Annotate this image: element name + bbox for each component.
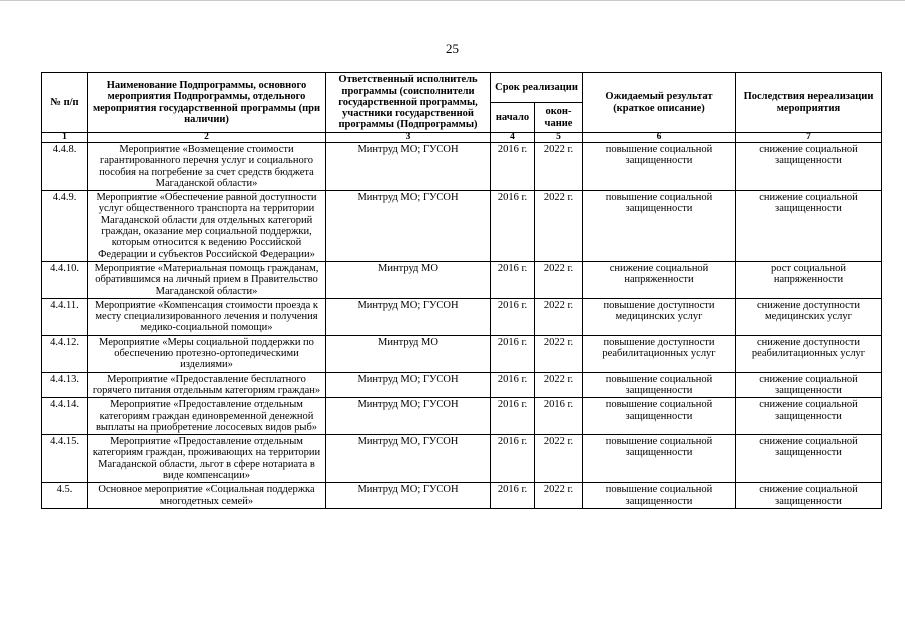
- column-number: 2: [88, 133, 326, 143]
- row-result: повышение социальной защищенности: [583, 435, 736, 483]
- row-end: 2022 г.: [535, 143, 583, 191]
- row-name: Мероприятие «Меры социальной поддержки по обеспечению протезно-ортопедическими изделиями»: [88, 335, 326, 372]
- row-end: 2022 г.: [535, 483, 583, 509]
- row-end: 2022 г.: [535, 335, 583, 372]
- row-start: 2016 г.: [491, 143, 535, 191]
- row-consequences: снижение социальной защищенности: [736, 191, 882, 262]
- row-result: повышение доступности реабилитационных услуг: [583, 335, 736, 372]
- page-number: 25: [446, 41, 459, 56]
- column-number-row: [42, 133, 882, 143]
- row-consequences: снижение социальной защищенности: [736, 143, 882, 191]
- row-result: повышение социальной защищенности: [583, 398, 736, 435]
- row-name: Мероприятие «Компенсация стоимости проезда к месту специализированного лечения и получения медико-социальной помощи»: [88, 298, 326, 335]
- row-start: 2016 г.: [491, 298, 535, 335]
- row-start: 2016 г.: [491, 261, 535, 298]
- row-end: 2022 г.: [535, 261, 583, 298]
- column-number: 3: [326, 133, 491, 143]
- row-start: 2016 г.: [491, 372, 535, 398]
- header-executor: Ответственный исполнитель программы (соисполнители государственной программы, участники государственной программы (Подпрограммы): [326, 73, 491, 133]
- table-row: [42, 191, 882, 262]
- table-row: [42, 335, 882, 372]
- column-number: 6: [583, 133, 736, 143]
- row-number: 4.4.8.: [42, 143, 88, 191]
- row-consequences: снижение социальной защищенности: [736, 398, 882, 435]
- row-consequences: снижение доступности медицинских услуг: [736, 298, 882, 335]
- header-end: окон-чание: [535, 103, 583, 133]
- row-number: 4.4.15.: [42, 435, 88, 483]
- row-consequences: рост социальной напряженности: [736, 261, 882, 298]
- row-result: повышение социальной защищенности: [583, 191, 736, 262]
- row-name: Мероприятие «Материальная помощь гражданам, обратившимся на личный прием в Правительство Магаданской области»: [88, 261, 326, 298]
- row-name: Мероприятие «Предоставление бесплатного горячего питания отдельным категориям граждан»: [88, 372, 326, 398]
- table-row: [42, 298, 882, 335]
- row-start: 2016 г.: [491, 435, 535, 483]
- column-number: 5: [535, 133, 583, 143]
- row-executor: Минтруд МО; ГУСОН: [326, 191, 491, 262]
- header-num: № п/п: [42, 73, 88, 133]
- row-number: 4.4.9.: [42, 191, 88, 262]
- row-result: повышение социальной защищенности: [583, 483, 736, 509]
- row-result: повышение доступности медицинских услуг: [583, 298, 736, 335]
- row-executor: Минтруд МО; ГУСОН: [326, 483, 491, 509]
- row-result: повышение социальной защищенности: [583, 143, 736, 191]
- row-executor: Минтруд МО; ГУСОН: [326, 298, 491, 335]
- row-consequences: снижение социальной защищенности: [736, 483, 882, 509]
- row-name: Основное мероприятие «Социальная поддержка многодетных семей»: [88, 483, 326, 509]
- header-consequences: Последствия нереализации мероприятия: [736, 73, 882, 133]
- row-number: 4.4.14.: [42, 398, 88, 435]
- row-number: 4.5.: [42, 483, 88, 509]
- row-end: 2022 г.: [535, 191, 583, 262]
- header-start: начало: [491, 103, 535, 133]
- row-consequences: снижение социальной защищенности: [736, 435, 882, 483]
- row-number: 4.4.10.: [42, 261, 88, 298]
- table-row: [42, 143, 882, 191]
- table-row: [42, 435, 882, 483]
- row-start: 2016 г.: [491, 483, 535, 509]
- row-start: 2016 г.: [491, 398, 535, 435]
- row-name: Мероприятие «Предоставление отдельным категориям граждан, проживающих на территории Магаданской области, льгот в сфере нотариата в виде компенсации»: [88, 435, 326, 483]
- row-executor: Минтруд МО: [326, 261, 491, 298]
- row-start: 2016 г.: [491, 191, 535, 262]
- row-end: 2022 г.: [535, 298, 583, 335]
- row-number: 4.4.12.: [42, 335, 88, 372]
- program-table: [41, 72, 882, 509]
- table-row: [42, 398, 882, 435]
- row-result: повышение социальной защищенности: [583, 372, 736, 398]
- row-start: 2016 г.: [491, 335, 535, 372]
- row-executor: Минтруд МО; ГУСОН: [326, 398, 491, 435]
- table-row: [42, 261, 882, 298]
- header-term: Срок реализации: [491, 73, 583, 103]
- top-rule: [0, 0, 905, 1]
- header-result: Ожидаемый результат (краткое описание): [583, 73, 736, 133]
- row-consequences: снижение доступности реабилитационных услуг: [736, 335, 882, 372]
- column-number: 4: [491, 133, 535, 143]
- table-row: [42, 372, 882, 398]
- row-end: 2022 г.: [535, 372, 583, 398]
- row-executor: Минтруд МО; ГУСОН: [326, 372, 491, 398]
- row-number: 4.4.11.: [42, 298, 88, 335]
- row-consequences: снижение социальной защищенности: [736, 372, 882, 398]
- row-name: Мероприятие «Возмещение стоимости гарантированного перечня услуг и социального пособия на погребение за счет средств бюджета Магаданской области»: [88, 143, 326, 191]
- header-name: Наименование Подпрограммы, основного мероприятия Подпрограммы, отдельного мероприятия государственной программы (при наличии): [88, 73, 326, 133]
- row-number: 4.4.13.: [42, 372, 88, 398]
- table-row: [42, 483, 882, 509]
- row-end: 2022 г.: [535, 435, 583, 483]
- row-executor: Минтруд МО; ГУСОН: [326, 143, 491, 191]
- column-number: 1: [42, 133, 88, 143]
- row-executor: Минтруд МО: [326, 335, 491, 372]
- row-name: Мероприятие «Предоставление отдельным категориям граждан единовременной денежной выплаты на приобретение лососевых видов рыб»: [88, 398, 326, 435]
- row-name: Мероприятие «Обеспечение равной доступности услуг общественного транспорта на территории Магаданской области для отдельных категорий граждан, оказание мер социальной поддержки, которым относится к ведению Российской Федерации и субъектов Российской Федерации»: [88, 191, 326, 262]
- row-result: снижение социальной напряженности: [583, 261, 736, 298]
- column-number: 7: [736, 133, 882, 143]
- row-executor: Минтруд МО, ГУСОН: [326, 435, 491, 483]
- row-end: 2016 г.: [535, 398, 583, 435]
